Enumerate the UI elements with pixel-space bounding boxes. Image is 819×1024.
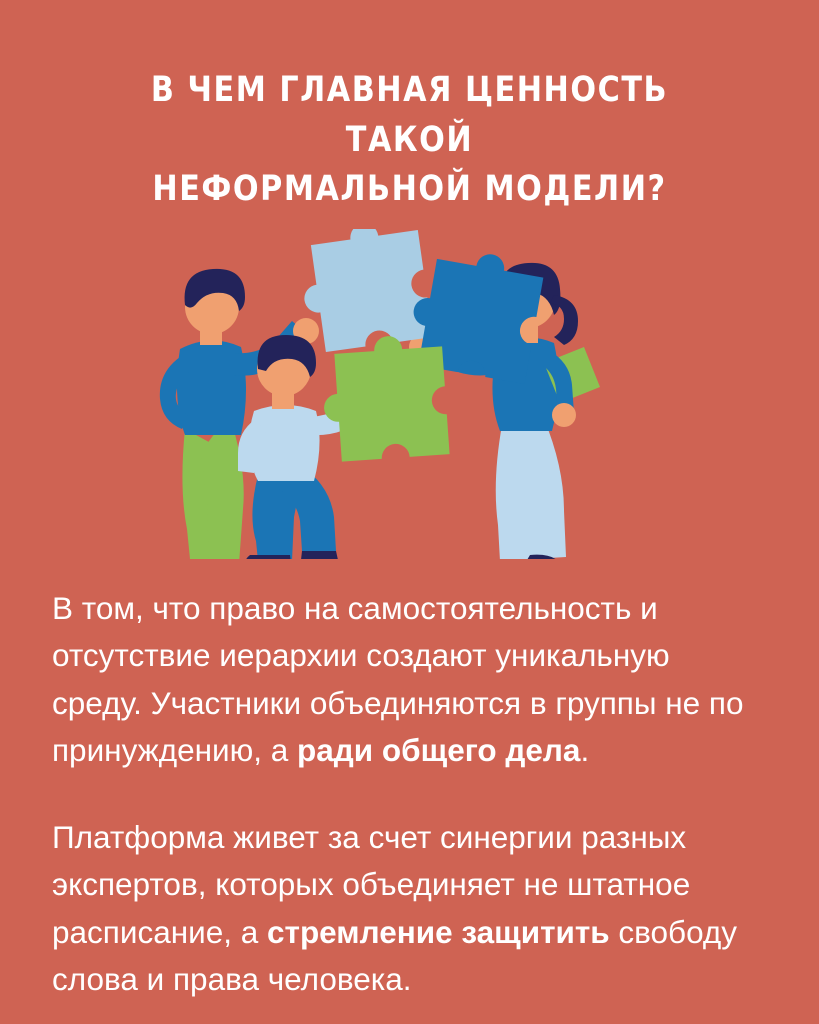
paragraph-1 xyxy=(52,585,767,774)
paragraph-2-text-2: свободу слова и права человека. xyxy=(52,913,738,997)
paragraph-1-text-1: В том, что право на самостоятельность и отсутствие иерархии создают уникальную среду. Участники объединяются в группы не по принуждению, а xyxy=(52,590,744,768)
paragraph-1-text-2: . xyxy=(580,731,590,768)
paragraph-2-emphasis: стремление защитить xyxy=(267,913,610,950)
page-title xyxy=(0,0,819,215)
page-title-line-2: НЕФОРМАЛЬНОЙ МОДЕЛИ? xyxy=(152,169,667,210)
paragraph-2 xyxy=(52,814,767,1003)
body-text xyxy=(0,559,819,1003)
page-title-line-1: В ЧЕМ ГЛАВНАЯ ЦЕННОСТЬ ТАКОЙ xyxy=(150,70,669,160)
puzzle-piece-green xyxy=(319,332,449,462)
puzzle-people-illustration xyxy=(130,229,690,559)
illustration-three-people-puzzle xyxy=(0,229,819,559)
paragraph-2-text-1: Платформа живет за счет синергии разных экспертов, которых объединяет не штатное расписание, а xyxy=(52,819,691,950)
paragraph-1-emphasis: ради общего дела xyxy=(297,731,581,768)
